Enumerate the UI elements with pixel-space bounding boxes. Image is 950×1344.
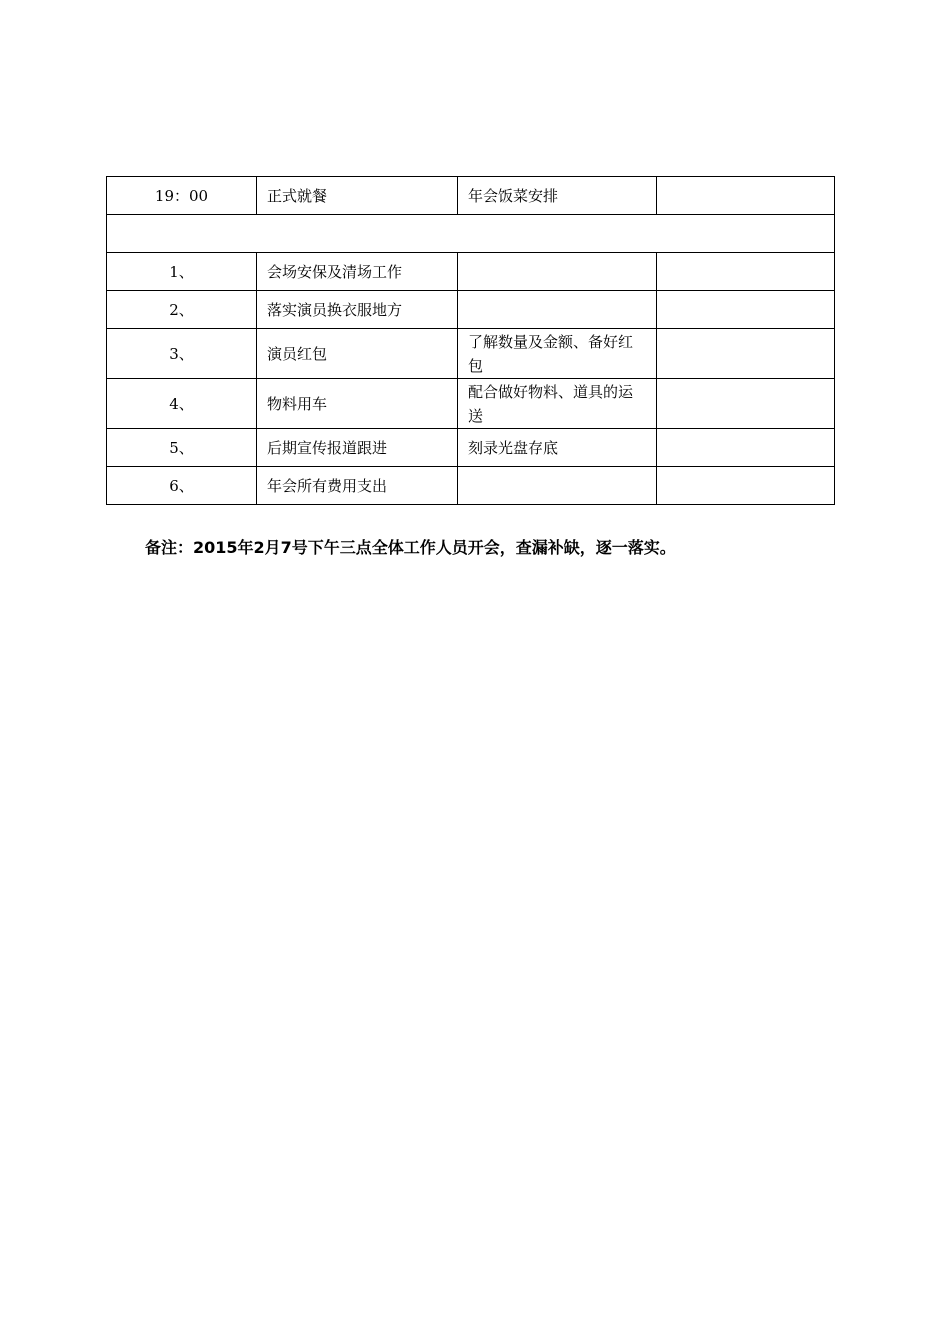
row-number: 3、 [107,329,257,379]
row-number: 5、 [107,429,257,467]
table-row [107,429,835,467]
table-row-blank [107,215,835,253]
row-detail: 了解数量及金额、备好红包 [458,329,657,379]
row-detail [458,467,657,505]
row-extra [657,429,835,467]
row-extra [657,379,835,429]
table-row [107,291,835,329]
row-detail: 刻录光盘存底 [458,429,657,467]
row-detail: 年会饭菜安排 [458,177,657,215]
row-number: 2、 [107,291,257,329]
table-row [107,177,835,215]
blank-cell [107,215,835,253]
row-item: 落实演员换衣服地方 [257,291,458,329]
table-row [107,329,835,379]
schedule-table [106,176,835,505]
row-number: 1、 [107,253,257,291]
row-extra [657,329,835,379]
row-detail [458,253,657,291]
row-item: 正式就餐 [257,177,458,215]
row-item: 演员红包 [257,329,458,379]
row-detail: 配合做好物料、道具的运送 [458,379,657,429]
row-extra [657,467,835,505]
row-item: 年会所有费用支出 [257,467,458,505]
row-number: 19：00 [107,177,257,215]
table-row [107,379,835,429]
row-extra [657,253,835,291]
row-number: 6、 [107,467,257,505]
meeting-note: 备注：2015年2月7号下午三点全体工作人员开会，查漏补缺，逐一落实。 [145,538,676,557]
row-extra [657,291,835,329]
table-row [107,467,835,505]
row-extra [657,177,835,215]
row-item: 物料用车 [257,379,458,429]
row-number: 4、 [107,379,257,429]
row-item: 后期宣传报道跟进 [257,429,458,467]
row-detail [458,291,657,329]
row-item: 会场安保及清场工作 [257,253,458,291]
table-row [107,253,835,291]
